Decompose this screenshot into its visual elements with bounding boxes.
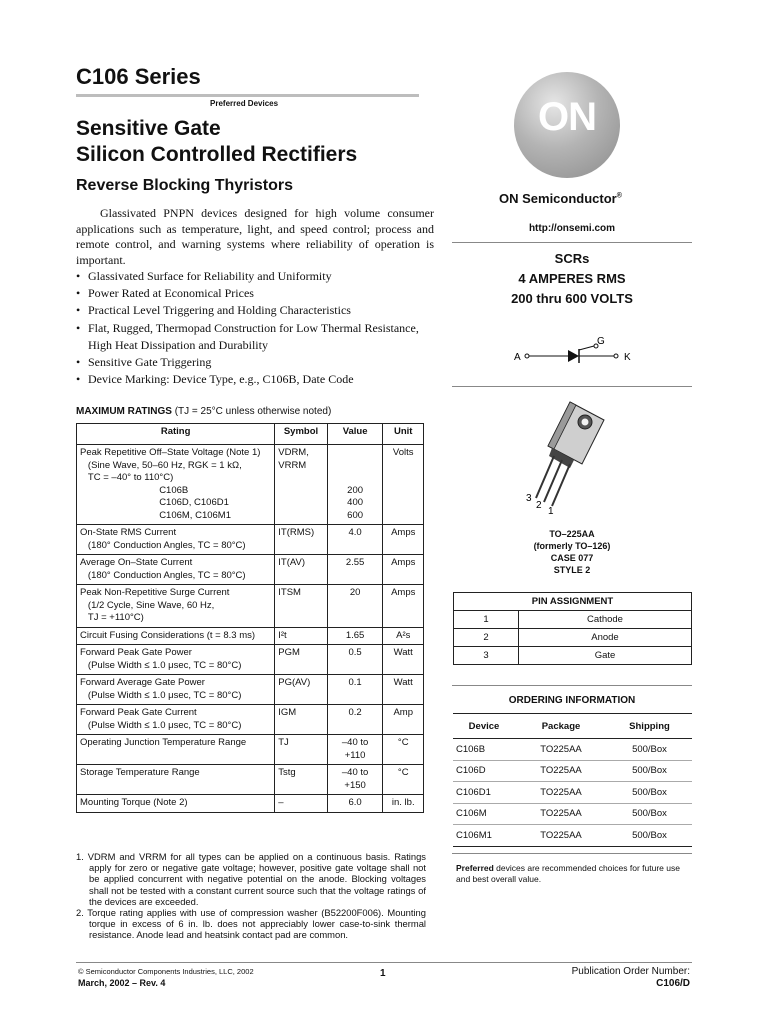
preferred-note-text: devices are recommended choices for future use and best overall value. (456, 863, 680, 884)
unit-cell: Watt (383, 645, 424, 675)
table-row (77, 627, 424, 645)
pin-name-cell: Cathode (519, 611, 692, 629)
scr-symbol-icon (510, 336, 640, 372)
pin-name-cell: Anode (519, 629, 692, 647)
col-header-device: Device (453, 714, 515, 739)
table-row (453, 803, 692, 825)
symbol-cell: VDRM, VRRM (275, 445, 327, 525)
summary-line-1: SCRs (554, 251, 590, 266)
bullet-icon: • (76, 372, 81, 387)
unit-cell: Volts (383, 445, 424, 525)
table-row (453, 739, 692, 761)
bullet-icon: • (76, 286, 81, 301)
col-header-rating: Rating (77, 424, 275, 445)
divider (452, 685, 692, 686)
unit-cell: Amps (383, 585, 424, 628)
document-subtitle: Reverse Blocking Thyristors (76, 177, 293, 194)
feature-item (76, 354, 438, 371)
note-2: 2. Torque rating applies with use of compression washer (B52200F006). Mounting torque in excess of 6 in. lb. does not appreciably lower case-to-sink thermal resistance. Anode lead and heatsink contact pad are common. (76, 907, 426, 941)
shipping-cell: 500/Box (607, 760, 692, 782)
divider (452, 242, 692, 243)
col-header-value: Value (327, 424, 383, 445)
bullet-icon: • (76, 355, 81, 370)
rating-cell: Forward Peak Gate Power (Pulse Width ≤ 1.0 μsec, TC = 80°C) (77, 645, 275, 675)
summary-line-2: 4 AMPERES RMS (518, 271, 626, 286)
pin-number-cell: 3 (454, 647, 519, 665)
trademark: ® (616, 192, 622, 200)
unit-cell: Amps (383, 525, 424, 555)
value-cell: 4.0 (327, 525, 383, 555)
rating-cell: On-State RMS Current (180° Conduction Angles, TC = 80°C) (77, 525, 275, 555)
table-row (77, 765, 424, 795)
table-row (453, 782, 692, 804)
package-cell: TO225AA (515, 739, 607, 761)
symbol-cell: IT(RMS) (275, 525, 327, 555)
pin-name-cell: Gate (519, 647, 692, 665)
table-row (77, 795, 424, 813)
unit-cell: A²s (383, 627, 424, 645)
product-summary (452, 249, 692, 309)
bullet-icon: • (76, 269, 81, 283)
value-cell: 0.5 (327, 645, 383, 675)
value-cell: 0.1 (327, 675, 383, 705)
feature-item (76, 320, 438, 354)
feature-item (76, 371, 438, 388)
device-cell: C106D (453, 760, 515, 782)
rating-cell: Average On–State Current (180° Conduction Angles, TC = 80°C) (77, 555, 275, 585)
table-row (77, 705, 424, 735)
value-cell: 2.55 (327, 555, 383, 585)
package-line-3: CASE 077 (550, 553, 594, 563)
feature-text: Glassivated Surface for Reliability and Uniformity (88, 269, 332, 283)
pin-1-label: 1 (548, 506, 554, 517)
col-header-package: Package (515, 714, 607, 739)
document-series-title: C106 Series (76, 64, 201, 89)
table-row (77, 525, 424, 555)
gate-label: G (597, 336, 605, 347)
shipping-cell: 500/Box (607, 803, 692, 825)
title-line-1: Sensitive Gate (76, 117, 221, 140)
feature-text: Flat, Rugged, Thermopad Construction for Low Thermal Resistance, High Heat Dissipation and Durability (88, 320, 419, 352)
to225-package-icon (512, 398, 622, 520)
package-line-1: TO–225AA (549, 529, 595, 539)
device-cell: C106M (453, 803, 515, 825)
rating-cell: Storage Temperature Range (77, 765, 275, 795)
brand-name-text: ON Semiconductor (499, 191, 617, 206)
package-line-2: (formerly TO–126) (533, 541, 611, 551)
feature-list (76, 268, 438, 388)
ordering-info-title: ORDERING INFORMATION (508, 695, 636, 706)
feature-item (76, 285, 438, 302)
notes (76, 851, 426, 941)
note-1: 1. VDRM and VRRM for all types can be applied on a continuous basis. Ratings apply for zero or negative gate voltage; however, positive gate voltage shall not be applied concurrent with negative potential on the anode. Blocking voltages shall not be tested with a constant current source such that the voltage ratings of the devices are exceeded. (76, 851, 426, 907)
value-cell: –40 to +110 (327, 735, 383, 765)
summary-line-3: 200 thru 600 VOLTS (511, 291, 633, 306)
shipping-cell: 500/Box (607, 782, 692, 804)
package-cell: TO225AA (515, 825, 607, 847)
preferred-devices-label: Preferred Devices (210, 99, 279, 108)
cathode-label: K (624, 352, 631, 363)
bullet-icon: • (76, 320, 81, 335)
title-line-2: Silicon Controlled Rectifiers (76, 143, 358, 166)
header-rule (76, 94, 419, 97)
value-cell: 1.65 (327, 627, 383, 645)
max-ratings-condition: (TJ = 25°C unless otherwise noted) (174, 406, 332, 417)
page-number: 1 (380, 968, 386, 979)
col-header-unit: Unit (383, 424, 424, 445)
pin-3-label: 3 (526, 493, 532, 504)
table-row (454, 611, 692, 629)
table-row (77, 445, 424, 525)
rating-cell: Peak Non-Repetitive Surge Current (1/2 Cycle, Sine Wave, 60 Hz, TJ = +110°C) (77, 585, 275, 628)
copyright: © Semiconductor Components Industries, LLC, 2002 (78, 967, 254, 976)
unit-cell: °C (383, 765, 424, 795)
max-ratings-table (76, 423, 424, 813)
rating-cell: Mounting Torque (Note 2) (77, 795, 275, 813)
value-cell: 200 400 600 (327, 445, 383, 525)
publication-number: C106/D (656, 978, 690, 989)
anode-label: A (514, 352, 521, 363)
shipping-cell: 500/Box (607, 825, 692, 847)
divider (452, 386, 692, 387)
ordering-info-table (453, 713, 692, 847)
shipping-cell: 500/Box (607, 739, 692, 761)
unit-cell: Amp (383, 705, 424, 735)
symbol-cell: IGM (275, 705, 327, 735)
pin-assignment-table (453, 592, 692, 665)
preferred-note (456, 863, 692, 885)
on-logo-text: ON (538, 95, 596, 139)
pin-number-cell: 2 (454, 629, 519, 647)
value-cell: –40 to +150 (327, 765, 383, 795)
rating-cell: Peak Repetitive Off–State Voltage (Note 1) (Sine Wave, 50–60 Hz, RGK = 1 kΩ, TC = –40° to 110°C) C106B C106D, C106D1 C106M, C106M1 (77, 445, 275, 525)
feature-item (76, 302, 438, 319)
package-cell: TO225AA (515, 782, 607, 804)
footer-rule (76, 962, 692, 963)
value-cell: 6.0 (327, 795, 383, 813)
unit-cell: °C (383, 735, 424, 765)
value-cell: 0.2 (327, 705, 383, 735)
device-cell: C106M1 (453, 825, 515, 847)
table-row (77, 555, 424, 585)
package-line-4: STYLE 2 (553, 565, 591, 575)
pin-assignment-title: PIN ASSIGNMENT (454, 593, 692, 611)
device-cell: C106D1 (453, 782, 515, 804)
preferred-note-bold: Preferred (456, 863, 494, 873)
symbol-cell: TJ (275, 735, 327, 765)
package-cell: TO225AA (515, 760, 607, 782)
table-row (77, 735, 424, 765)
max-ratings-label: MAXIMUM RATINGS (76, 406, 172, 417)
rating-cell: Forward Peak Gate Current (Pulse Width ≤ 1.0 μsec, TC = 80°C) (77, 705, 275, 735)
symbol-cell: I²t (275, 627, 327, 645)
pin-number-cell: 1 (454, 611, 519, 629)
unit-cell: Amps (383, 555, 424, 585)
revision-date: March, 2002 – Rev. 4 (78, 978, 166, 988)
symbol-cell: IT(AV) (275, 555, 327, 585)
symbol-cell: ITSM (275, 585, 327, 628)
table-row (77, 675, 424, 705)
table-row (453, 825, 692, 847)
package-cell: TO225AA (515, 803, 607, 825)
intro-paragraph: Glassivated PNPN devices designed for high volume consumer applications such as temperature, light, and speed control; process and remote control, and warning systems where reliability of operation is important. (76, 206, 434, 267)
feature-text: Sensitive Gate Triggering (88, 355, 212, 370)
value-cell: 20 (327, 585, 383, 628)
feature-text: Power Rated at Economical Prices (88, 286, 254, 301)
symbol-cell: PG(AV) (275, 675, 327, 705)
bullet-icon: • (76, 303, 81, 318)
package-caption (452, 528, 692, 576)
unit-cell: Watt (383, 675, 424, 705)
col-header-symbol: Symbol (275, 424, 327, 445)
symbol-cell: PGM (275, 645, 327, 675)
col-header-shipping: Shipping (607, 714, 692, 739)
table-row (453, 760, 692, 782)
table-row (77, 585, 424, 628)
rating-cell: Operating Junction Temperature Range (77, 735, 275, 765)
divider (452, 853, 692, 854)
pin-2-label: 2 (536, 500, 542, 511)
table-row (454, 629, 692, 647)
table-row (77, 645, 424, 675)
feature-text: Practical Level Triggering and Holding Characteristics (88, 303, 351, 318)
unit-cell: in. lb. (383, 795, 424, 813)
publication-label: Publication Order Number: (571, 966, 690, 977)
website-link[interactable]: http://onsemi.com (528, 223, 616, 234)
table-row (454, 647, 692, 665)
rating-cell: Circuit Fusing Considerations (t = 8.3 ms) (77, 627, 275, 645)
feature-item (76, 268, 438, 285)
document-title (76, 116, 357, 168)
rating-cell: Forward Average Gate Power (Pulse Width ≤ 1.0 μsec, TC = 80°C) (77, 675, 275, 705)
feature-text: Device Marking: Device Type, e.g., C106B, Date Code (88, 372, 354, 387)
symbol-cell: Tstg (275, 765, 327, 795)
brand-name (499, 191, 622, 206)
device-cell: C106B (453, 739, 515, 761)
symbol-cell: – (275, 795, 327, 813)
max-ratings-title (76, 406, 331, 417)
